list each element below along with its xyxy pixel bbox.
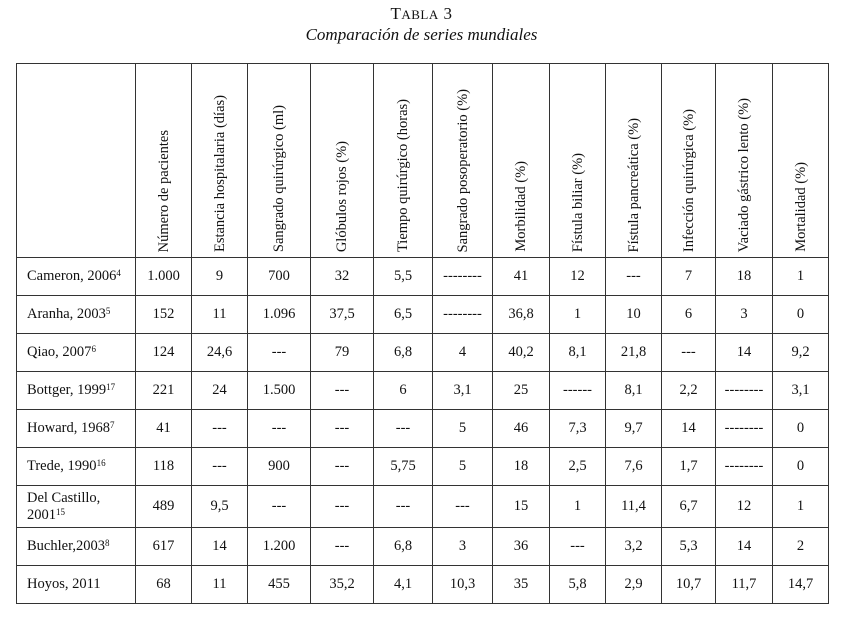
column-header bbox=[311, 64, 374, 258]
data-cell: 2,9 bbox=[606, 566, 662, 604]
data-cell: --- bbox=[433, 486, 493, 528]
table-row bbox=[17, 296, 829, 334]
study-name-cell bbox=[17, 410, 136, 448]
data-cell: --- bbox=[550, 528, 606, 566]
data-cell: 3,1 bbox=[433, 372, 493, 410]
table-row bbox=[17, 566, 829, 604]
column-header-label: Morbilidad (%) bbox=[513, 161, 529, 252]
data-cell: 5,75 bbox=[374, 448, 433, 486]
table-row bbox=[17, 486, 829, 528]
data-cell: -------- bbox=[716, 448, 773, 486]
study-name-cell bbox=[17, 296, 136, 334]
data-cell: 5,5 bbox=[374, 258, 433, 296]
data-cell: --- bbox=[311, 486, 374, 528]
reference-number: 7 bbox=[109, 420, 115, 430]
data-cell: -------- bbox=[716, 410, 773, 448]
data-cell: 12 bbox=[550, 258, 606, 296]
study-name-cell bbox=[17, 448, 136, 486]
column-header bbox=[433, 64, 493, 258]
data-cell: 18 bbox=[493, 448, 550, 486]
study-name-cell bbox=[17, 258, 136, 296]
data-cell: 21,8 bbox=[606, 334, 662, 372]
data-cell: 36 bbox=[493, 528, 550, 566]
data-cell: 3 bbox=[716, 296, 773, 334]
data-cell: 12 bbox=[716, 486, 773, 528]
data-cell: 3,2 bbox=[606, 528, 662, 566]
column-header-label: Fístula pancreática (%) bbox=[625, 117, 642, 252]
data-cell: 6 bbox=[662, 296, 716, 334]
data-cell: ------ bbox=[550, 372, 606, 410]
data-cell: 1 bbox=[550, 486, 606, 528]
column-header-label: Sangrado posoperatorio (%) bbox=[454, 88, 471, 252]
column-header-label: Infección quirúrgica (%) bbox=[680, 108, 697, 252]
data-cell: 15 bbox=[493, 486, 550, 528]
data-cell: 7,3 bbox=[550, 410, 606, 448]
data-cell: 11 bbox=[192, 566, 248, 604]
reference-number: 17 bbox=[106, 382, 116, 392]
data-cell: 900 bbox=[248, 448, 311, 486]
data-cell: 41 bbox=[493, 258, 550, 296]
data-cell: 1.200 bbox=[248, 528, 311, 566]
data-cell: 1 bbox=[773, 258, 829, 296]
data-cell: -------- bbox=[433, 296, 493, 334]
reference-number: 4 bbox=[116, 268, 121, 278]
column-header bbox=[374, 64, 433, 258]
comparison-table bbox=[16, 63, 829, 604]
data-cell: 1 bbox=[773, 486, 829, 528]
data-cell: 617 bbox=[136, 528, 192, 566]
data-cell: 32 bbox=[311, 258, 374, 296]
data-cell: 0 bbox=[773, 448, 829, 486]
column-header bbox=[606, 64, 662, 258]
data-cell: --- bbox=[606, 258, 662, 296]
data-cell: 68 bbox=[136, 566, 192, 604]
data-cell: 11 bbox=[192, 296, 248, 334]
data-cell: --- bbox=[248, 410, 311, 448]
data-cell: 2,5 bbox=[550, 448, 606, 486]
table-label-rest: ABLA bbox=[401, 7, 439, 22]
data-cell: 2 bbox=[773, 528, 829, 566]
column-header bbox=[773, 64, 829, 258]
table-row bbox=[17, 448, 829, 486]
data-cell: 221 bbox=[136, 372, 192, 410]
data-cell: 25 bbox=[493, 372, 550, 410]
data-cell: 46 bbox=[493, 410, 550, 448]
reference-number: 6 bbox=[91, 344, 96, 354]
column-header-label: Tiempo quirúrgico (horas) bbox=[395, 98, 411, 252]
data-cell: 9,2 bbox=[773, 334, 829, 372]
data-cell: 10,7 bbox=[662, 566, 716, 604]
data-cell: 2,2 bbox=[662, 372, 716, 410]
data-cell: 6,5 bbox=[374, 296, 433, 334]
reference-number: 8 bbox=[104, 538, 110, 548]
table-label-initial: T bbox=[390, 4, 402, 23]
column-header bbox=[248, 64, 311, 258]
study-name: Qiao, 2007 bbox=[27, 344, 92, 360]
data-cell: 5,8 bbox=[550, 566, 606, 604]
study-name: Trede, 1990 bbox=[27, 458, 97, 474]
data-cell: 0 bbox=[773, 296, 829, 334]
data-cell: --- bbox=[248, 486, 311, 528]
data-cell: 11,7 bbox=[716, 566, 773, 604]
data-cell: 6,8 bbox=[374, 528, 433, 566]
data-cell: 10 bbox=[606, 296, 662, 334]
data-cell: 1.500 bbox=[248, 372, 311, 410]
data-cell: 7,6 bbox=[606, 448, 662, 486]
study-name: Howard, 1968 bbox=[27, 420, 110, 436]
column-header bbox=[662, 64, 716, 258]
data-cell: --- bbox=[248, 334, 311, 372]
data-cell: -------- bbox=[716, 372, 773, 410]
column-header-label: Fístula biliar (%) bbox=[569, 152, 586, 252]
data-cell: 1.096 bbox=[248, 296, 311, 334]
column-header bbox=[550, 64, 606, 258]
data-cell: 24,6 bbox=[192, 334, 248, 372]
data-cell: --- bbox=[311, 410, 374, 448]
table-body bbox=[17, 258, 829, 604]
data-cell: 35 bbox=[493, 566, 550, 604]
column-header-label: Número de pacientes bbox=[155, 129, 172, 252]
data-cell: --- bbox=[374, 486, 433, 528]
data-cell: 124 bbox=[136, 334, 192, 372]
data-cell: --- bbox=[192, 410, 248, 448]
data-cell: --- bbox=[374, 410, 433, 448]
column-header bbox=[493, 64, 550, 258]
study-name: Buchler,2003 bbox=[27, 538, 105, 554]
reference-number: 16 bbox=[96, 458, 106, 468]
data-cell: 5 bbox=[433, 448, 493, 486]
data-cell: 5 bbox=[433, 410, 493, 448]
data-cell: --- bbox=[192, 448, 248, 486]
data-cell: --- bbox=[311, 528, 374, 566]
study-name-cell bbox=[17, 334, 136, 372]
data-cell: 8,1 bbox=[550, 334, 606, 372]
data-cell: 4,1 bbox=[374, 566, 433, 604]
study-name-cell bbox=[17, 372, 136, 410]
study-name: Aranha, 2003 bbox=[27, 306, 106, 322]
data-cell: 118 bbox=[136, 448, 192, 486]
table-title: Comparación de series mundiales bbox=[305, 25, 538, 44]
table-row bbox=[17, 334, 829, 372]
column-header-label: Estancia hospitalaria (días) bbox=[211, 94, 228, 252]
data-cell: 9 bbox=[192, 258, 248, 296]
study-name: Hoyos, 2011 bbox=[27, 576, 101, 592]
data-cell: 1.000 bbox=[136, 258, 192, 296]
data-cell: 18 bbox=[716, 258, 773, 296]
data-cell: 79 bbox=[311, 334, 374, 372]
study-name-cell bbox=[17, 486, 136, 528]
data-cell: 10,3 bbox=[433, 566, 493, 604]
table-number: 3 bbox=[443, 4, 453, 23]
data-cell: 14 bbox=[192, 528, 248, 566]
data-cell: 1,7 bbox=[662, 448, 716, 486]
data-cell: 6 bbox=[374, 372, 433, 410]
reference-number: 15 bbox=[56, 506, 65, 517]
data-cell: 8,1 bbox=[606, 372, 662, 410]
data-cell: -------- bbox=[433, 258, 493, 296]
data-cell: 700 bbox=[248, 258, 311, 296]
reference-number: 5 bbox=[105, 306, 111, 316]
table-row bbox=[17, 410, 829, 448]
data-cell: 9,7 bbox=[606, 410, 662, 448]
data-cell: 14 bbox=[716, 334, 773, 372]
header-row bbox=[17, 64, 829, 258]
column-header bbox=[192, 64, 248, 258]
table-row bbox=[17, 258, 829, 296]
data-cell: 152 bbox=[136, 296, 192, 334]
data-cell: 7 bbox=[662, 258, 716, 296]
data-cell: 24 bbox=[192, 372, 248, 410]
data-cell: 3,1 bbox=[773, 372, 829, 410]
data-cell: 40,2 bbox=[493, 334, 550, 372]
column-header bbox=[716, 64, 773, 258]
data-cell: 36,8 bbox=[493, 296, 550, 334]
column-header-label: Sangrado quirúrgico (ml) bbox=[271, 104, 287, 252]
data-cell: --- bbox=[662, 334, 716, 372]
study-name: Bottger, 1999 bbox=[27, 382, 107, 398]
data-cell: 4 bbox=[433, 334, 493, 372]
table-label bbox=[0, 4, 843, 24]
data-cell: --- bbox=[311, 372, 374, 410]
data-cell: 0 bbox=[773, 410, 829, 448]
table-row bbox=[17, 528, 829, 566]
column-header-label: Mortalidad (%) bbox=[792, 162, 809, 252]
data-cell: 11,4 bbox=[606, 486, 662, 528]
data-cell: 455 bbox=[248, 566, 311, 604]
column-header bbox=[136, 64, 192, 258]
data-cell: 37,5 bbox=[311, 296, 374, 334]
data-cell: 6,8 bbox=[374, 334, 433, 372]
study-name: Del Castillo, 2001 bbox=[27, 489, 101, 523]
data-cell: 14,7 bbox=[773, 566, 829, 604]
data-cell: 1 bbox=[550, 296, 606, 334]
study-name-cell bbox=[17, 528, 136, 566]
study-name-cell bbox=[17, 566, 136, 604]
header-corner bbox=[17, 64, 136, 258]
data-cell: 9,5 bbox=[192, 486, 248, 528]
data-cell: 489 bbox=[136, 486, 192, 528]
data-cell: 14 bbox=[662, 410, 716, 448]
data-cell: --- bbox=[311, 448, 374, 486]
data-cell: 5,3 bbox=[662, 528, 716, 566]
study-name: Cameron, 2006 bbox=[27, 268, 117, 284]
data-cell: 41 bbox=[136, 410, 192, 448]
data-cell: 6,7 bbox=[662, 486, 716, 528]
data-cell: 35,2 bbox=[311, 566, 374, 604]
data-cell: 14 bbox=[716, 528, 773, 566]
column-header-label: Glóbulos rojos (%) bbox=[334, 140, 350, 252]
column-header-label: Vaciado gástrico lento (%) bbox=[736, 97, 752, 252]
data-cell: 3 bbox=[433, 528, 493, 566]
table-row bbox=[17, 372, 829, 410]
